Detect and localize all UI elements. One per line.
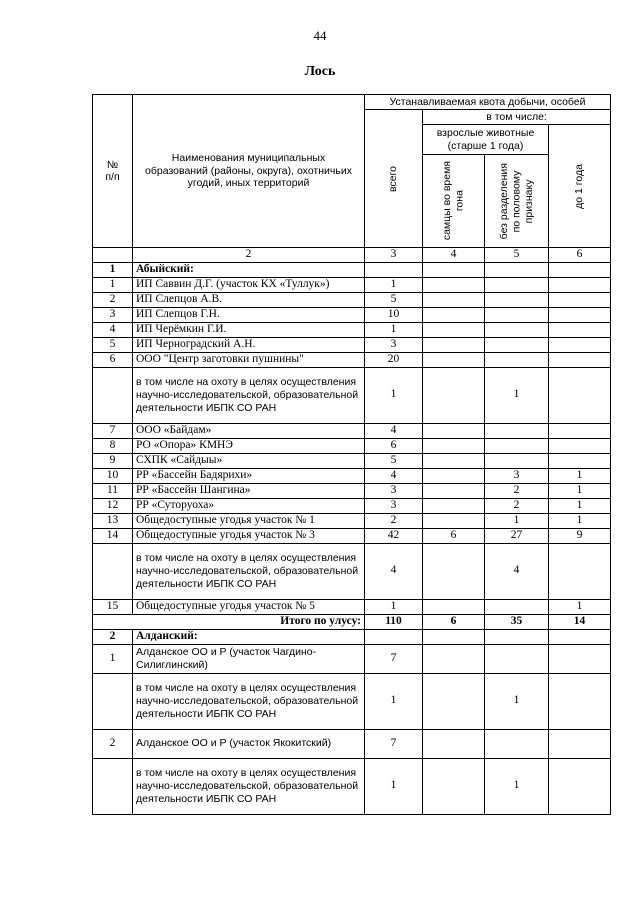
row-males (423, 468, 485, 483)
row-nosex (485, 337, 549, 352)
row-males (423, 277, 485, 292)
row-young (549, 729, 611, 758)
row-num: 6 (93, 352, 133, 367)
row-young (549, 352, 611, 367)
row-name: Общедоступные угодья участок № 3 (133, 528, 365, 543)
row-num: 13 (93, 513, 133, 528)
row-name: в том числе на охоту в целях осуществления научно-исследовательской, образовательной деятельности ИБПК СО РАН (133, 367, 365, 423)
row-young (549, 307, 611, 322)
row-total: 20 (365, 352, 423, 367)
row-name: Алданское ОО и Р (участок Чагдино-Силиглинский) (133, 644, 365, 673)
row-young: 1 (549, 599, 611, 614)
row-total: 3 (365, 498, 423, 513)
row-total: 4 (365, 468, 423, 483)
row-young (549, 758, 611, 814)
row-total: 10 (365, 307, 423, 322)
header-including: в том числе: (423, 110, 611, 125)
row-name: ИП Черноградский А.Н. (133, 337, 365, 352)
row-name: РО «Опора» КМНЭ (133, 438, 365, 453)
row-nosex (485, 729, 549, 758)
row-young (549, 453, 611, 468)
row-name: ИП Слепцов А.В. (133, 292, 365, 307)
row-total: 1 (365, 673, 423, 729)
table-row (93, 438, 611, 453)
row-num: 14 (93, 528, 133, 543)
note-row (93, 367, 611, 423)
row-nosex (485, 352, 549, 367)
row-num: 7 (93, 423, 133, 438)
row-name: РР «Бассейн Шангина» (133, 483, 365, 498)
row-males (423, 758, 485, 814)
row-nosex: 4 (485, 543, 549, 599)
header-num: № п/п (93, 95, 133, 248)
row-males (423, 307, 485, 322)
empty-cell (365, 262, 423, 277)
row-total: 5 (365, 292, 423, 307)
row-males (423, 498, 485, 513)
row-young (549, 673, 611, 729)
quota-table (92, 94, 611, 815)
row-nosex (485, 438, 549, 453)
total-males: 6 (423, 614, 485, 629)
row-young (549, 423, 611, 438)
row-total: 7 (365, 644, 423, 673)
header-adults: взрослые животные (старше 1 года) (423, 125, 549, 155)
section-num: 1 (93, 262, 133, 277)
row-num: 2 (93, 729, 133, 758)
row-males (423, 352, 485, 367)
row-num: 8 (93, 438, 133, 453)
row-name: ИП Слепцов Г.Н. (133, 307, 365, 322)
table-row (93, 322, 611, 337)
row-nosex: 3 (485, 468, 549, 483)
empty-cell (423, 629, 485, 644)
row-males (423, 483, 485, 498)
row-males (423, 438, 485, 453)
row-males (423, 337, 485, 352)
note-row (93, 758, 611, 814)
row-young (549, 367, 611, 423)
table-row (93, 644, 611, 673)
row-name: Общедоступные угодья участок № 1 (133, 513, 365, 528)
row-total: 4 (365, 423, 423, 438)
row-total: 1 (365, 322, 423, 337)
row-young: 1 (549, 513, 611, 528)
row-total: 1 (365, 599, 423, 614)
row-nosex: 27 (485, 528, 549, 543)
table-row (93, 453, 611, 468)
row-young (549, 292, 611, 307)
empty-cell (423, 262, 485, 277)
page-number: 44 (313, 28, 327, 43)
colnum: 3 (365, 248, 423, 263)
table-row (93, 423, 611, 438)
row-num (93, 758, 133, 814)
row-num (93, 543, 133, 599)
row-total: 3 (365, 337, 423, 352)
row-young (549, 277, 611, 292)
row-nosex (485, 644, 549, 673)
table-row (93, 292, 611, 307)
row-nosex: 1 (485, 513, 549, 528)
row-num: 11 (93, 483, 133, 498)
row-name: РР «Бассейн Бадярихи» (133, 468, 365, 483)
total-row (93, 614, 611, 629)
empty-cell (365, 629, 423, 644)
total-nosex: 35 (485, 614, 549, 629)
empty-cell (549, 629, 611, 644)
row-name: СХПК «Сайдыы» (133, 453, 365, 468)
row-total: 6 (365, 438, 423, 453)
section-header-row (93, 262, 611, 277)
row-name: ООО «Байдам» (133, 423, 365, 438)
row-males (423, 599, 485, 614)
header-young: до 1 года (549, 125, 611, 248)
row-name: ИП Саввин Д.Г. (участок КХ «Туллук») (133, 277, 365, 292)
row-name: Общедоступные угодья участок № 5 (133, 599, 365, 614)
column-numbers-row (93, 248, 611, 263)
row-name: ИП Черёмкин Г.И. (133, 322, 365, 337)
table-row (93, 352, 611, 367)
header-total: всего (365, 110, 423, 248)
row-young: 1 (549, 483, 611, 498)
section-num: 2 (93, 629, 133, 644)
row-young (549, 543, 611, 599)
row-males (423, 513, 485, 528)
row-young: 9 (549, 528, 611, 543)
table-row (93, 729, 611, 758)
row-name: в том числе на охоту в целях осуществления научно-исследовательской, образовательной деятельности ИБПК СО РАН (133, 673, 365, 729)
note-row (93, 543, 611, 599)
total-label: Итого по улусу: (93, 614, 365, 629)
row-young (549, 322, 611, 337)
row-name: ООО "Центр заготовки пушнины" (133, 352, 365, 367)
table-row (93, 599, 611, 614)
colnum (93, 248, 133, 263)
row-total: 1 (365, 277, 423, 292)
row-males (423, 673, 485, 729)
note-row (93, 673, 611, 729)
row-total: 7 (365, 729, 423, 758)
table-row (93, 468, 611, 483)
row-young (549, 337, 611, 352)
table-row (93, 307, 611, 322)
row-nosex: 2 (485, 498, 549, 513)
row-total: 4 (365, 543, 423, 599)
row-males (423, 423, 485, 438)
total-total: 110 (365, 614, 423, 629)
row-total: 2 (365, 513, 423, 528)
table-row (93, 528, 611, 543)
row-total: 3 (365, 483, 423, 498)
row-males (423, 292, 485, 307)
row-males: 6 (423, 528, 485, 543)
table-body (93, 248, 611, 815)
row-num: 3 (93, 307, 133, 322)
total-young: 14 (549, 614, 611, 629)
header-quota: Устанавливаемая квота добычи, особей (365, 95, 611, 110)
row-num: 15 (93, 599, 133, 614)
row-total: 5 (365, 453, 423, 468)
row-total: 1 (365, 367, 423, 423)
table-row (93, 483, 611, 498)
row-nosex (485, 307, 549, 322)
row-name: Алданское ОО и Р (участок Якокитский) (133, 729, 365, 758)
row-males (423, 729, 485, 758)
section-name: Абыйский: (133, 262, 365, 277)
row-total: 1 (365, 758, 423, 814)
colnum: 2 (133, 248, 365, 263)
row-young: 1 (549, 498, 611, 513)
row-num: 1 (93, 277, 133, 292)
row-name: в том числе на охоту в целях осуществления научно-исследовательской, образовательной деятельности ИБПК СО РАН (133, 543, 365, 599)
row-nosex (485, 423, 549, 438)
table-header (93, 95, 611, 248)
colnum: 5 (485, 248, 549, 263)
row-males (423, 543, 485, 599)
section-header-row (93, 629, 611, 644)
empty-cell (485, 629, 549, 644)
row-nosex: 2 (485, 483, 549, 498)
row-num: 2 (93, 292, 133, 307)
document-title: Лось (304, 64, 336, 79)
section-name: Алданский: (133, 629, 365, 644)
table-row (93, 513, 611, 528)
row-num: 5 (93, 337, 133, 352)
row-young (549, 438, 611, 453)
colnum: 4 (423, 248, 485, 263)
row-name: в том числе на охоту в целях осуществления научно-исследовательской, образовательной деятельности ИБПК СО РАН (133, 758, 365, 814)
row-males (423, 322, 485, 337)
row-num (93, 673, 133, 729)
row-males (423, 453, 485, 468)
row-males (423, 644, 485, 673)
row-num: 12 (93, 498, 133, 513)
row-nosex (485, 292, 549, 307)
table-row (93, 337, 611, 352)
table-row (93, 498, 611, 513)
row-num: 9 (93, 453, 133, 468)
row-nosex (485, 599, 549, 614)
row-young: 1 (549, 468, 611, 483)
row-nosex (485, 277, 549, 292)
row-nosex: 1 (485, 673, 549, 729)
row-num: 10 (93, 468, 133, 483)
header-males: самцы во время гона (423, 155, 485, 248)
row-total: 42 (365, 528, 423, 543)
row-num (93, 367, 133, 423)
row-nosex: 1 (485, 758, 549, 814)
row-num: 1 (93, 644, 133, 673)
row-name: РР «Суторуоха» (133, 498, 365, 513)
row-nosex (485, 453, 549, 468)
colnum: 6 (549, 248, 611, 263)
header-name: Наименования муниципальных образований (районы, округа), охотничьих угодий, иных территорий (133, 95, 365, 248)
header-nosex: без разделения по половому признаку (485, 155, 549, 248)
row-nosex: 1 (485, 367, 549, 423)
row-males (423, 367, 485, 423)
empty-cell (485, 262, 549, 277)
table-row (93, 277, 611, 292)
empty-cell (549, 262, 611, 277)
row-young (549, 644, 611, 673)
row-nosex (485, 322, 549, 337)
row-num: 4 (93, 322, 133, 337)
